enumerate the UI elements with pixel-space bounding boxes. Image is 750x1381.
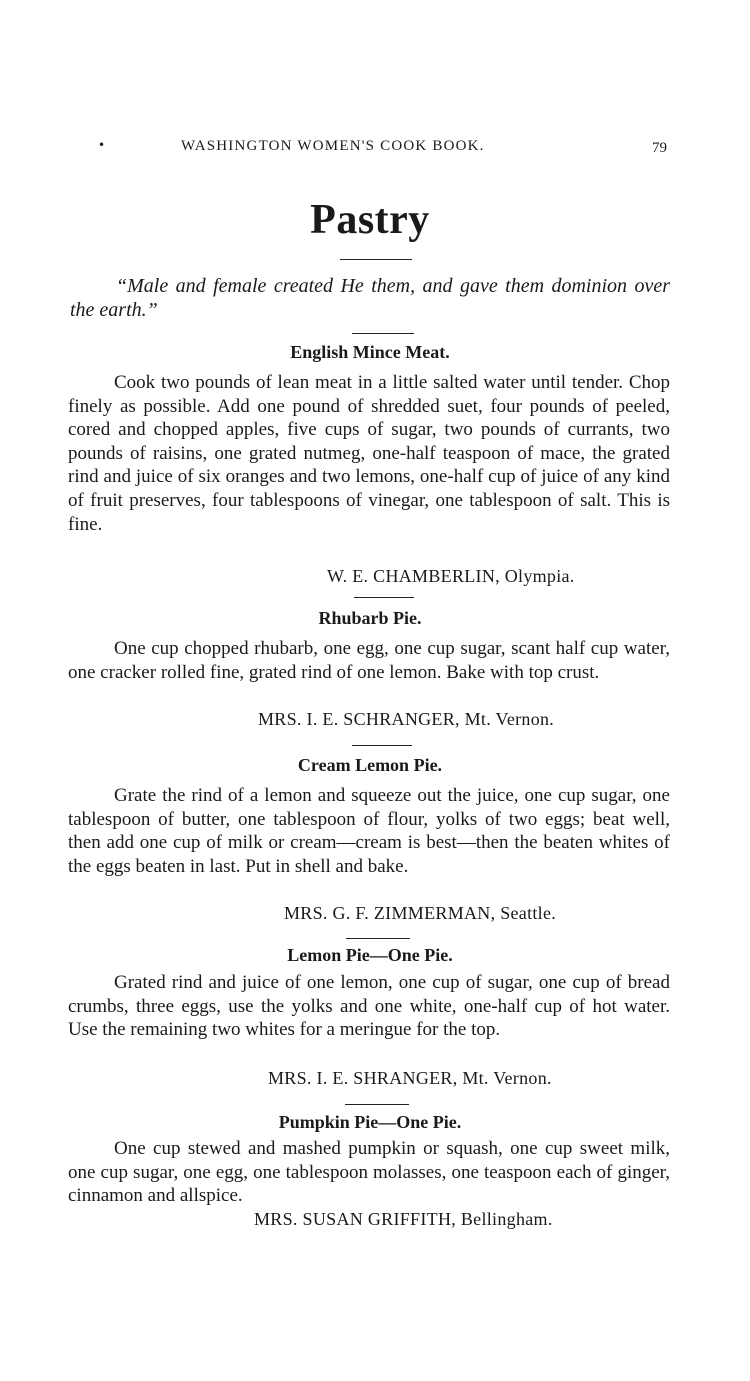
recipe-author: MRS. I. E. SHRANGER, Mt. Vernon. — [268, 1068, 552, 1088]
recipe-author: W. E. CHAMBERLIN, Olympia. — [327, 566, 575, 586]
recipe-body: Grated rind and juice of one lemon, one cup of sugar, one cup of bread crumbs, three eggs, use the yolks and one white, one-half cup of hot water. Use the remaining two whites for a meringue for the top. — [68, 972, 670, 1041]
recipe-title: English Mince Meat. — [290, 342, 450, 362]
divider-rule — [345, 1104, 409, 1105]
divider-rule — [352, 333, 414, 334]
divider-rule — [354, 597, 414, 598]
book-title: WASHINGTON WOMEN'S COOK BOOK. — [181, 138, 485, 154]
recipe-body: One cup stewed and mashed pumpkin or squash, one cup sweet milk, one cup sugar, one egg, one tablespoon molasses, one teaspoon each of ginger, cinnamon and allspice. — [68, 1138, 670, 1207]
recipe-author: MRS. G. F. ZIMMERMAN, Seattle. — [284, 903, 557, 923]
recipe-title: Pumpkin Pie—One Pie. — [278, 1112, 462, 1132]
section-title: Pastry — [310, 197, 430, 243]
page-number: 79 — [652, 140, 667, 156]
recipe-body: Grate the rind of a lemon and squeeze out the juice, one cup sugar, one tablespoon of butter, one tablespoon of flour, yolks of two eggs; beat well, then add one cup of milk or cream—cream is best—then the beaten whites of the eggs beaten in last. Put in shell and bake. — [68, 785, 670, 877]
header-bullet: • — [98, 138, 106, 152]
recipe-title: Rhubarb Pie. — [318, 608, 422, 628]
divider-rule — [352, 745, 412, 746]
recipe-title: Cream Lemon Pie. — [297, 755, 443, 775]
recipe-body: Cook two pounds of lean meat in a little salted water until tender. Chop finely as possible. Add one pound of shredded suet, four pounds of peeled, cored and chopped apples, five cups of sugar, two pounds of currants, two pounds of raisins, one grated nutmeg, one-half teaspoon of mace, the grated rind and juice of six oranges and two lemons, one-half cup of juice of any kind of fruit preserves, four tablespoons of vinegar, one tablespoon of salt. This is fine. — [68, 372, 670, 535]
divider-rule — [346, 938, 410, 939]
running-header — [0, 138, 750, 162]
title-rule — [340, 259, 412, 260]
epigraph: “Male and female created He them, and gave them dominion over the earth.” — [70, 275, 670, 321]
recipe-body: One cup chopped rhubarb, one egg, one cup sugar, scant half cup water, one cracker rolled fine, grated rind of one lemon. Bake with top crust. — [68, 638, 670, 683]
recipe-title: Lemon Pie—One Pie. — [287, 945, 453, 965]
recipe-author: MRS. SUSAN GRIFFITH, Bellingham. — [254, 1209, 553, 1229]
recipe-author: MRS. I. E. SCHRANGER, Mt. Vernon. — [258, 709, 555, 729]
